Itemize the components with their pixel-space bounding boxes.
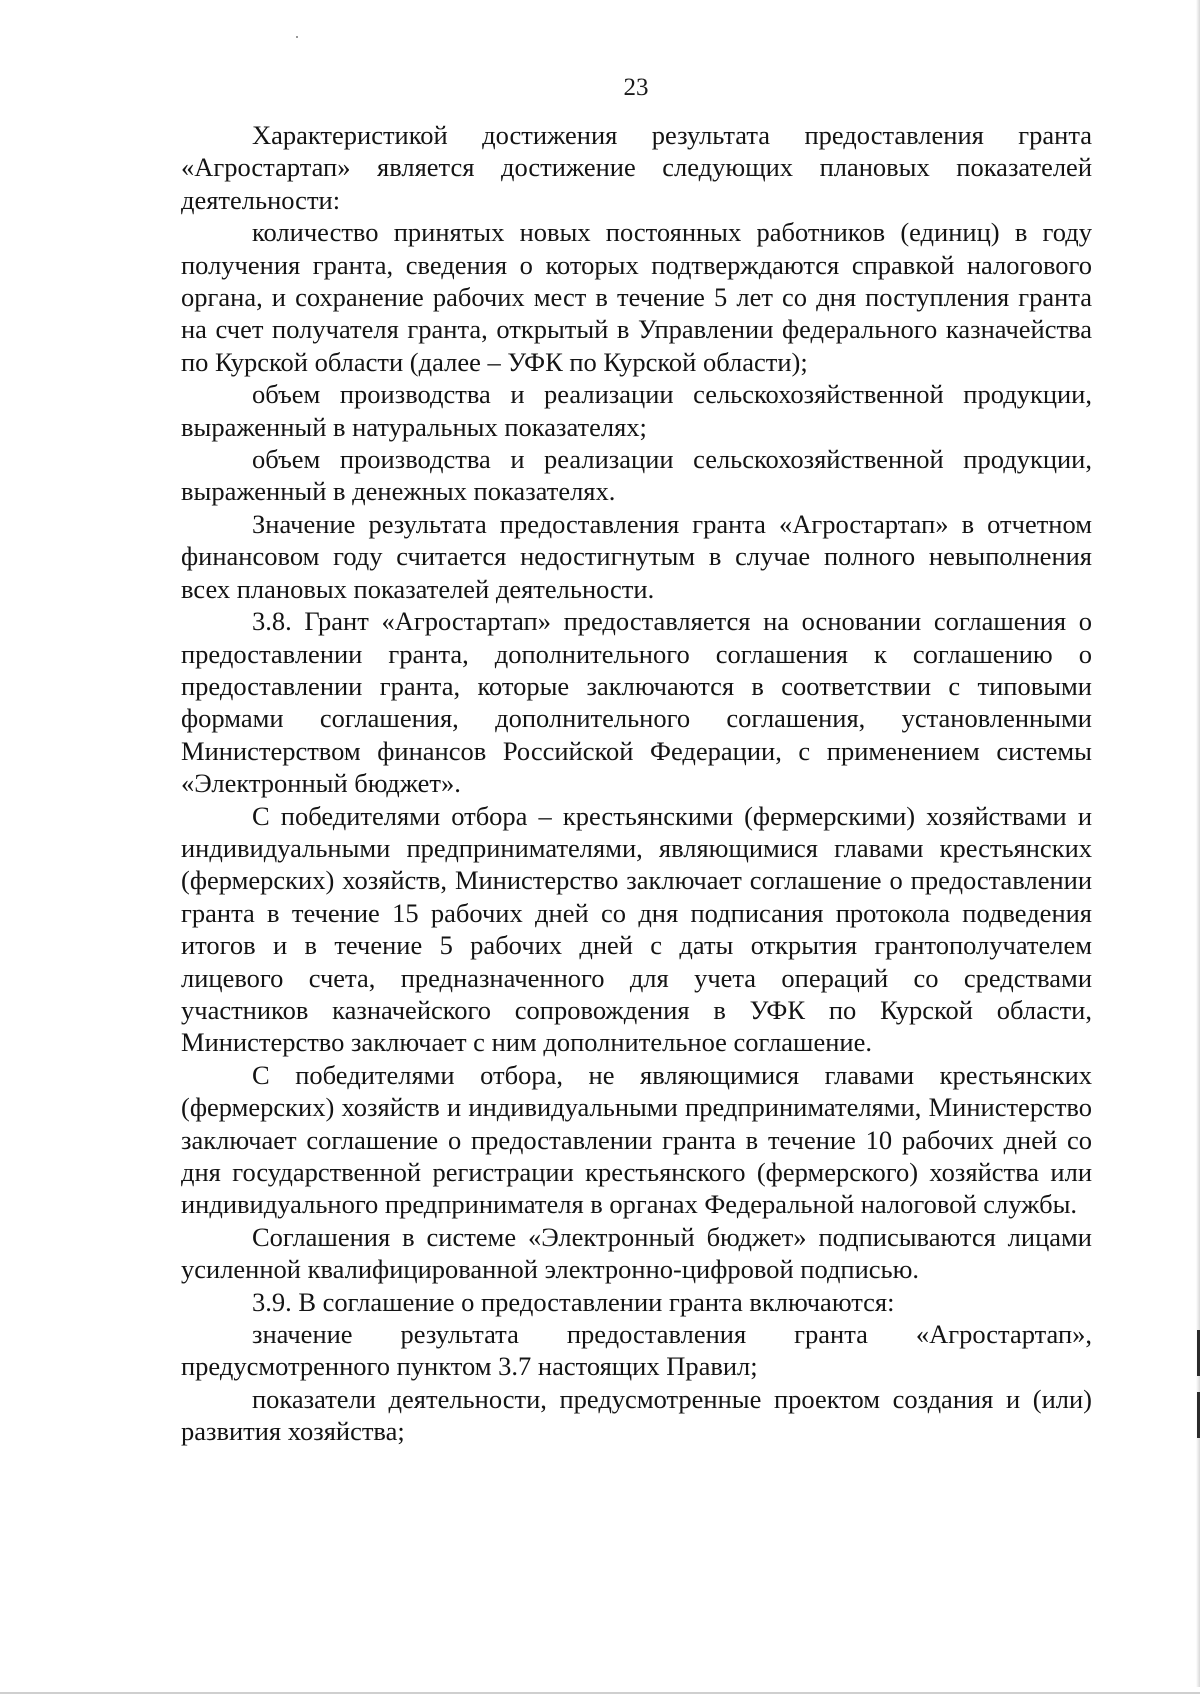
paragraph: значение результата предоставления гранта «Агростартап», предусмотренного пунктом 3.7 настоящих Правил; bbox=[181, 1319, 1092, 1382]
paragraph: количество принятых новых постоянных работников (единиц) в году получения гранта, сведения о которых подтверждаются справкой налогового органа, и сохранение рабочих мест в течение 5 лет со дня поступления гранта на счет получателя гранта, открытый в Управлении федерального казначейства по Курской области (далее – УФК по Курской области); bbox=[181, 217, 1092, 377]
paragraph: объем производства и реализации сельскохозяйственной продукции, выраженный в денежных показателях. bbox=[181, 444, 1092, 507]
paragraph: показатели деятельности, предусмотренные проектом создания и (или) развития хозяйства; bbox=[181, 1383, 1092, 1447]
paragraph: Характеристикой достижения результата предоставления гранта «Агростартап» является достижение следующих плановых показателей деятельности: bbox=[181, 120, 1092, 215]
paragraph: Значение результата предоставления гранта «Агростартап» в отчетном финансовом году считается недостигнутым в случае полного невыполнения всех плановых показателей деятельности. bbox=[181, 508, 1092, 604]
scan-edge-right bbox=[1196, 0, 1200, 1694]
paragraph: 3.9. В соглашение о предоставлении гранта включаются: bbox=[252, 1286, 895, 1317]
paragraph: объем производства и реализации сельскохозяйственной продукции, выраженный в натуральных показателях; bbox=[181, 379, 1092, 442]
document-body bbox=[181, 119, 1092, 1448]
paragraph: Соглашения в системе «Электронный бюджет» подписываются лицами усиленной квалифицированной электронно-цифровой подписью. bbox=[181, 1221, 1092, 1285]
paragraph: С победителями отбора, не являющимися главами крестьянских (фермерских) хозяйств и индивидуальными предпринимателями, Министерство заключает соглашение о предоставлении гранта в течение 10 рабочих дней со дня государственной регистрации крестьянского (фермерского) хозяйства или индивидуального предпринимателя в органах Федеральной налоговой службы. bbox=[181, 1059, 1092, 1220]
paragraph: 3.8. Грант «Агростартап» предоставляется на основании соглашения о предоставлении гранта, дополнительного соглашения к соглашению о предоставлении гранта, которые заключаются в соответствии с типовыми формами соглашения, дополнительного соглашения, установленными Министерством финансов Российской Федерации, с применением системы «Электронный бюджет». bbox=[181, 606, 1092, 799]
scan-dot bbox=[296, 36, 298, 38]
page-number: 23 bbox=[623, 74, 649, 101]
paragraph: С победителями отбора – крестьянскими (фермерскими) хозяйствами и индивидуальными предпринимателями, являющимися главами крестьянских (фермерских) хозяйств, Министерство заключает соглашение о предоставлении гранта в течение 15 рабочих дней со дня подписания протокола подведения итогов и в течение 5 рабочих дней с даты открытия грантополучателем лицевого счета, предназначенного для учета операций со средствами участников казначейского сопровождения в УФК по Курской области, Министерство заключает с ним дополнительное соглашение. bbox=[181, 800, 1092, 1058]
scan-edge-bottom bbox=[0, 1687, 1200, 1694]
